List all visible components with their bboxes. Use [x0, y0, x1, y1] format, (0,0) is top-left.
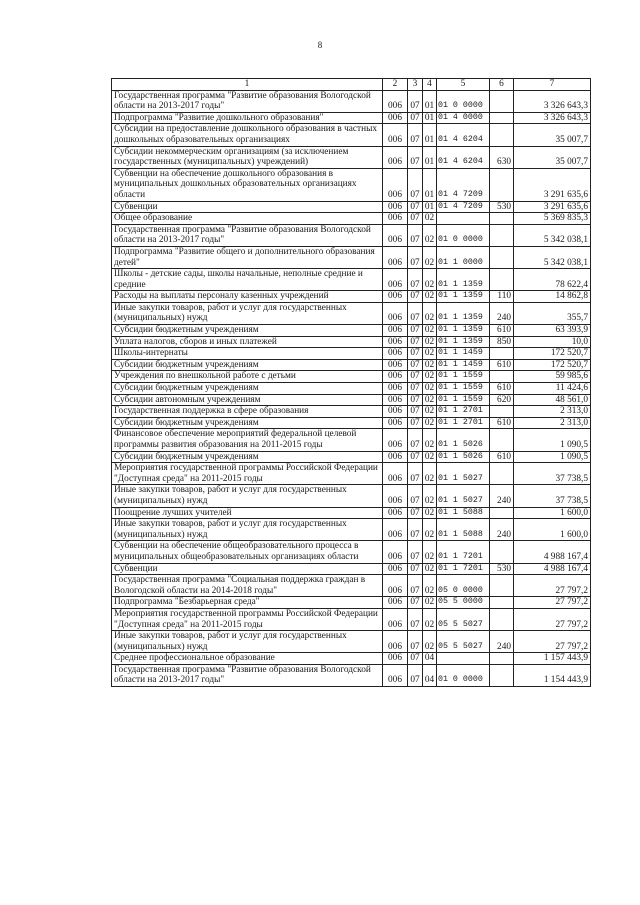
table-row — [112, 608, 591, 630]
table-row — [112, 336, 591, 348]
row-amount: 27 797,2 — [514, 575, 591, 597]
row-subsection-code: 02 — [423, 348, 437, 360]
row-grbs-code: 006 — [383, 608, 408, 630]
row-subsection-code: 04 — [423, 664, 437, 686]
row-subsection-code: 02 — [423, 269, 437, 291]
table-row — [112, 112, 591, 124]
row-amount: 172 520,7 — [514, 348, 591, 360]
row-amount: 3 291 635,6 — [514, 201, 591, 213]
row-expense-type — [490, 213, 514, 225]
row-expense-type: 530 — [490, 563, 514, 575]
row-target-code: 01 1 7201 — [437, 541, 490, 563]
row-expense-type: 610 — [490, 325, 514, 337]
row-expense-type — [490, 541, 514, 563]
table-row — [112, 417, 591, 429]
row-amount: 63 393,9 — [514, 325, 591, 337]
row-amount: 5 342 038,1 — [514, 246, 591, 268]
row-subsection-code: 02 — [423, 631, 437, 653]
row-expense-type: 240 — [490, 519, 514, 541]
table-row — [112, 90, 591, 112]
row-amount: 1 090,5 — [514, 429, 591, 451]
row-grbs-code: 006 — [383, 246, 408, 268]
row-amount: 1 600,0 — [514, 519, 591, 541]
row-section-code: 07 — [408, 394, 423, 406]
row-target-code: 01 1 5027 — [437, 485, 490, 507]
table-row — [112, 653, 591, 665]
row-target-code: 01 1 7201 — [437, 563, 490, 575]
table-row — [112, 541, 591, 563]
table-row — [112, 597, 591, 609]
row-section-code: 07 — [408, 291, 423, 303]
row-target-code: 05 5 0000 — [437, 597, 490, 609]
row-subsection-code: 02 — [423, 507, 437, 519]
row-name: Субсидии некоммерческим организациям (за исключением государственных (муниципальных) учреждений) — [112, 146, 383, 168]
row-expense-type — [490, 429, 514, 451]
row-section-code: 07 — [408, 653, 423, 665]
row-name: Государственная программа "Социальная поддержка граждан в Вологодской области на 2014-2018 годы" — [112, 575, 383, 597]
row-section-code: 07 — [408, 597, 423, 609]
row-grbs-code: 006 — [383, 519, 408, 541]
row-grbs-code: 006 — [383, 507, 408, 519]
row-subsection-code: 01 — [423, 201, 437, 213]
row-grbs-code: 006 — [383, 291, 408, 303]
row-amount: 59 985,6 — [514, 371, 591, 383]
row-name: Иные закупки товаров, работ и услуг для государственных (муниципальных) нужд — [112, 519, 383, 541]
row-target-code: 05 0 0000 — [437, 575, 490, 597]
row-target-code: 01 1 1359 — [437, 325, 490, 337]
row-name: Школы - детские сады, школы начальные, неполные средние и средние — [112, 269, 383, 291]
row-expense-type — [490, 664, 514, 686]
row-amount: 35 007,7 — [514, 146, 591, 168]
row-name: Государственная программа "Развитие образования Вологодской области на 2013-2017 годы" — [112, 90, 383, 112]
row-section-code: 07 — [408, 429, 423, 451]
table-row — [112, 394, 591, 406]
table-row — [112, 302, 591, 324]
row-target-code: 01 4 0000 — [437, 112, 490, 124]
table-row — [112, 359, 591, 371]
row-grbs-code: 006 — [383, 168, 408, 201]
table-row — [112, 371, 591, 383]
row-expense-type: 610 — [490, 417, 514, 429]
row-name: Субвенции на обеспечение общеобразовательного процесса в муниципальных общеобразовательных организациях области — [112, 541, 383, 563]
row-amount: 1 600,0 — [514, 507, 591, 519]
row-grbs-code: 006 — [383, 201, 408, 213]
table-row — [112, 348, 591, 360]
row-name: Среднее профессиональное образование — [112, 653, 383, 665]
row-grbs-code: 006 — [383, 664, 408, 686]
row-target-code: 01 1 2701 — [437, 406, 490, 418]
table-row — [112, 213, 591, 225]
row-expense-type — [490, 348, 514, 360]
row-amount: 3 326 643,3 — [514, 112, 591, 124]
row-amount: 3 326 643,3 — [514, 90, 591, 112]
row-expense-type — [490, 124, 514, 146]
row-expense-type — [490, 90, 514, 112]
row-grbs-code: 006 — [383, 371, 408, 383]
table-row — [112, 269, 591, 291]
row-target-code: 01 1 5026 — [437, 429, 490, 451]
row-amount: 11 424,6 — [514, 383, 591, 395]
row-expense-type — [490, 406, 514, 418]
row-amount: 4 988 167,4 — [514, 541, 591, 563]
row-name: Государственная программа "Развитие образования Вологодской области на 2013-2017 годы" — [112, 224, 383, 246]
row-grbs-code: 006 — [383, 463, 408, 485]
row-grbs-code: 006 — [383, 325, 408, 337]
row-subsection-code: 02 — [423, 394, 437, 406]
header-cell: 3 — [408, 79, 423, 91]
row-target-code: 01 1 5027 — [437, 463, 490, 485]
row-expense-type — [490, 168, 514, 201]
table-row — [112, 246, 591, 268]
row-grbs-code: 006 — [383, 575, 408, 597]
row-target-code: 01 0 0000 — [437, 224, 490, 246]
row-subsection-code: 02 — [423, 463, 437, 485]
row-subsection-code: 01 — [423, 146, 437, 168]
row-amount: 27 797,2 — [514, 608, 591, 630]
row-expense-type — [490, 463, 514, 485]
row-amount: 355,7 — [514, 302, 591, 324]
row-subsection-code: 02 — [423, 608, 437, 630]
row-expense-type — [490, 371, 514, 383]
row-subsection-code: 02 — [423, 325, 437, 337]
row-grbs-code: 006 — [383, 394, 408, 406]
row-target-code: 01 0 0000 — [437, 664, 490, 686]
row-name: Иные закупки товаров, работ и услуг для государственных (муниципальных) нужд — [112, 302, 383, 324]
row-name: Подпрограмма "Безбарьерная среда" — [112, 597, 383, 609]
row-expense-type — [490, 246, 514, 268]
header-cell: 7 — [514, 79, 591, 91]
row-grbs-code: 006 — [383, 124, 408, 146]
row-subsection-code: 02 — [423, 213, 437, 225]
row-expense-type: 620 — [490, 394, 514, 406]
row-expense-type — [490, 653, 514, 665]
row-section-code: 07 — [408, 563, 423, 575]
row-amount: 1 157 443,9 — [514, 653, 591, 665]
row-name: Общее образование — [112, 213, 383, 225]
table-row — [112, 463, 591, 485]
table-header-row — [112, 79, 591, 91]
row-amount: 37 738,5 — [514, 485, 591, 507]
row-grbs-code: 006 — [383, 224, 408, 246]
row-subsection-code: 02 — [423, 485, 437, 507]
row-section-code: 07 — [408, 507, 423, 519]
row-subsection-code: 02 — [423, 383, 437, 395]
row-target-code: 01 4 7209 — [437, 168, 490, 201]
row-amount: 2 313,0 — [514, 417, 591, 429]
row-grbs-code: 006 — [383, 541, 408, 563]
row-section-code: 07 — [408, 336, 423, 348]
row-section-code: 07 — [408, 302, 423, 324]
row-amount: 48 561,0 — [514, 394, 591, 406]
row-target-code — [437, 653, 490, 665]
table-row — [112, 383, 591, 395]
row-section-code: 07 — [408, 146, 423, 168]
row-grbs-code: 006 — [383, 112, 408, 124]
row-amount: 78 622,4 — [514, 269, 591, 291]
row-grbs-code: 006 — [383, 417, 408, 429]
row-section-code: 07 — [408, 485, 423, 507]
row-expense-type — [490, 507, 514, 519]
row-target-code: 01 1 1559 — [437, 383, 490, 395]
row-target-code: 01 4 6204 — [437, 124, 490, 146]
row-section-code: 07 — [408, 417, 423, 429]
table-row — [112, 429, 591, 451]
row-grbs-code: 006 — [383, 213, 408, 225]
row-name: Поощрение лучших учителей — [112, 507, 383, 519]
row-section-code: 07 — [408, 112, 423, 124]
row-target-code — [437, 213, 490, 225]
row-name: Субсидии бюджетным учреждениям — [112, 359, 383, 371]
header-cell: 6 — [490, 79, 514, 91]
table-row — [112, 575, 591, 597]
row-subsection-code: 02 — [423, 371, 437, 383]
header-cell: 4 — [423, 79, 437, 91]
row-subsection-code: 02 — [423, 417, 437, 429]
table-row — [112, 201, 591, 213]
row-name: Иные закупки товаров, работ и услуг для государственных (муниципальных) нужд — [112, 631, 383, 653]
row-grbs-code: 006 — [383, 451, 408, 463]
row-target-code: 01 1 5026 — [437, 451, 490, 463]
row-expense-type — [490, 112, 514, 124]
row-amount: 37 738,5 — [514, 463, 591, 485]
row-name: Подпрограмма "Развитие дошкольного образования" — [112, 112, 383, 124]
row-grbs-code: 006 — [383, 336, 408, 348]
row-subsection-code: 01 — [423, 124, 437, 146]
row-grbs-code: 006 — [383, 348, 408, 360]
row-name: Расходы на выплаты персоналу казенных учреждений — [112, 291, 383, 303]
row-target-code: 01 1 1359 — [437, 291, 490, 303]
row-section-code: 07 — [408, 406, 423, 418]
budget-table — [111, 78, 591, 687]
row-grbs-code: 006 — [383, 383, 408, 395]
table-row — [112, 146, 591, 168]
row-subsection-code: 02 — [423, 406, 437, 418]
table-row — [112, 168, 591, 201]
row-amount: 172 520,7 — [514, 359, 591, 371]
row-name: Субсидии на предоставление дошкольного образования в частных дошкольных образовательных организациях — [112, 124, 383, 146]
row-grbs-code: 006 — [383, 653, 408, 665]
row-section-code: 07 — [408, 371, 423, 383]
header-cell: 1 — [112, 79, 383, 91]
row-target-code: 05 5 5027 — [437, 631, 490, 653]
table-row — [112, 325, 591, 337]
row-section-code: 07 — [408, 519, 423, 541]
row-section-code: 07 — [408, 246, 423, 268]
row-name: Субвенции — [112, 201, 383, 213]
table-row — [112, 563, 591, 575]
row-amount: 35 007,7 — [514, 124, 591, 146]
row-amount: 5 369 835,3 — [514, 213, 591, 225]
row-subsection-code: 02 — [423, 451, 437, 463]
row-name: Мероприятия государственной программы Российской Федерации "Доступная среда" на 2011-2015 годы — [112, 608, 383, 630]
row-amount: 1 090,5 — [514, 451, 591, 463]
row-target-code: 01 1 1359 — [437, 269, 490, 291]
row-name: Мероприятия государственной программы Российской Федерации "Доступная среда" на 2011-2015 годы — [112, 463, 383, 485]
header-cell: 2 — [383, 79, 408, 91]
row-section-code: 07 — [408, 325, 423, 337]
page-number: 8 — [317, 40, 323, 50]
row-name: Школы-интернаты — [112, 348, 383, 360]
row-section-code: 07 — [408, 451, 423, 463]
row-expense-type: 610 — [490, 451, 514, 463]
row-name: Учреждения по внешкольной работе с детьми — [112, 371, 383, 383]
row-target-code: 01 1 1559 — [437, 371, 490, 383]
row-name: Иные закупки товаров, работ и услуг для государственных (муниципальных) нужд — [112, 485, 383, 507]
row-target-code: 01 1 0000 — [437, 246, 490, 268]
row-target-code: 01 1 1559 — [437, 394, 490, 406]
row-target-code: 05 5 5027 — [437, 608, 490, 630]
row-amount: 27 797,2 — [514, 597, 591, 609]
table-row — [112, 507, 591, 519]
row-target-code: 01 1 1459 — [437, 359, 490, 371]
row-amount: 3 291 635,6 — [514, 168, 591, 201]
row-grbs-code: 006 — [383, 359, 408, 371]
row-amount: 2 313,0 — [514, 406, 591, 418]
row-subsection-code: 02 — [423, 519, 437, 541]
row-expense-type: 240 — [490, 631, 514, 653]
row-expense-type — [490, 224, 514, 246]
row-section-code: 07 — [408, 124, 423, 146]
row-expense-type — [490, 269, 514, 291]
row-target-code: 01 0 0000 — [437, 90, 490, 112]
row-section-code: 07 — [408, 463, 423, 485]
row-section-code: 07 — [408, 348, 423, 360]
row-section-code: 07 — [408, 631, 423, 653]
table-row — [112, 664, 591, 686]
row-name: Субсидии бюджетным учреждениям — [112, 383, 383, 395]
row-expense-type: 610 — [490, 383, 514, 395]
row-subsection-code: 02 — [423, 336, 437, 348]
row-target-code: 01 4 6204 — [437, 146, 490, 168]
header-cell: 5 — [437, 79, 490, 91]
row-grbs-code: 006 — [383, 269, 408, 291]
row-subsection-code: 02 — [423, 541, 437, 563]
row-subsection-code: 04 — [423, 653, 437, 665]
row-subsection-code: 02 — [423, 575, 437, 597]
row-amount: 10,0 — [514, 336, 591, 348]
row-section-code: 07 — [408, 269, 423, 291]
table-row — [112, 485, 591, 507]
row-grbs-code: 006 — [383, 146, 408, 168]
row-name: Субвенции на обеспечение дошкольного образования в муниципальных дошкольных образовательных организациях области — [112, 168, 383, 201]
row-grbs-code: 006 — [383, 563, 408, 575]
row-amount: 4 988 167,4 — [514, 563, 591, 575]
table-row — [112, 406, 591, 418]
row-grbs-code: 006 — [383, 485, 408, 507]
row-section-code: 07 — [408, 608, 423, 630]
row-subsection-code: 02 — [423, 302, 437, 324]
row-section-code: 07 — [408, 213, 423, 225]
table-row — [112, 519, 591, 541]
row-expense-type: 850 — [490, 336, 514, 348]
row-name: Государственная программа "Развитие образования Вологодской области на 2013-2017 годы" — [112, 664, 383, 686]
row-target-code: 01 1 5088 — [437, 519, 490, 541]
table-row — [112, 124, 591, 146]
row-target-code: 01 1 1359 — [437, 336, 490, 348]
row-amount: 1 154 443,9 — [514, 664, 591, 686]
row-grbs-code: 006 — [383, 597, 408, 609]
row-section-code: 07 — [408, 90, 423, 112]
row-subsection-code: 02 — [423, 224, 437, 246]
row-subsection-code: 01 — [423, 168, 437, 201]
table-row — [112, 291, 591, 303]
row-section-code: 07 — [408, 383, 423, 395]
row-section-code: 07 — [408, 541, 423, 563]
row-name: Субсидии бюджетным учреждениям — [112, 451, 383, 463]
row-expense-type — [490, 608, 514, 630]
row-amount: 27 797,2 — [514, 631, 591, 653]
row-expense-type — [490, 597, 514, 609]
row-subsection-code: 01 — [423, 90, 437, 112]
row-amount: 14 862,8 — [514, 291, 591, 303]
row-name: Субсидии бюджетным учреждениям — [112, 325, 383, 337]
row-subsection-code: 02 — [423, 429, 437, 451]
row-name: Субвенции — [112, 563, 383, 575]
row-name: Субсидии автономным учреждениям — [112, 394, 383, 406]
row-grbs-code: 006 — [383, 90, 408, 112]
row-grbs-code: 006 — [383, 302, 408, 324]
row-expense-type: 110 — [490, 291, 514, 303]
row-expense-type: 240 — [490, 302, 514, 324]
row-target-code: 01 4 7209 — [437, 201, 490, 213]
row-grbs-code: 006 — [383, 429, 408, 451]
row-target-code: 01 1 1459 — [437, 348, 490, 360]
row-section-code: 07 — [408, 168, 423, 201]
row-grbs-code: 006 — [383, 406, 408, 418]
table-row — [112, 451, 591, 463]
row-target-code: 01 1 1359 — [437, 302, 490, 324]
row-section-code: 07 — [408, 359, 423, 371]
row-section-code: 07 — [408, 664, 423, 686]
table-body — [112, 90, 591, 686]
row-name: Уплата налогов, сборов и иных платежей — [112, 336, 383, 348]
row-expense-type: 240 — [490, 485, 514, 507]
row-subsection-code: 02 — [423, 359, 437, 371]
table-row — [112, 631, 591, 653]
row-amount: 5 342 038,1 — [514, 224, 591, 246]
row-subsection-code: 02 — [423, 597, 437, 609]
row-expense-type: 610 — [490, 359, 514, 371]
row-grbs-code: 006 — [383, 631, 408, 653]
row-target-code: 01 1 2701 — [437, 417, 490, 429]
row-name: Подпрограмма "Развитие общего и дополнительного образования детей" — [112, 246, 383, 268]
row-section-code: 07 — [408, 575, 423, 597]
row-expense-type: 630 — [490, 146, 514, 168]
row-subsection-code: 02 — [423, 291, 437, 303]
row-section-code: 07 — [408, 201, 423, 213]
table-row — [112, 224, 591, 246]
row-subsection-code: 02 — [423, 563, 437, 575]
row-target-code: 01 1 5088 — [437, 507, 490, 519]
row-name: Субсидии бюджетным учреждениям — [112, 417, 383, 429]
row-expense-type: 530 — [490, 201, 514, 213]
row-name: Государственная поддержка в сфере образования — [112, 406, 383, 418]
row-section-code: 07 — [408, 224, 423, 246]
row-subsection-code: 02 — [423, 246, 437, 268]
row-subsection-code: 01 — [423, 112, 437, 124]
row-name: Финансовое обеспечение мероприятий федеральной целевой программы развития образования на 2011-2015 годы — [112, 429, 383, 451]
row-expense-type — [490, 575, 514, 597]
